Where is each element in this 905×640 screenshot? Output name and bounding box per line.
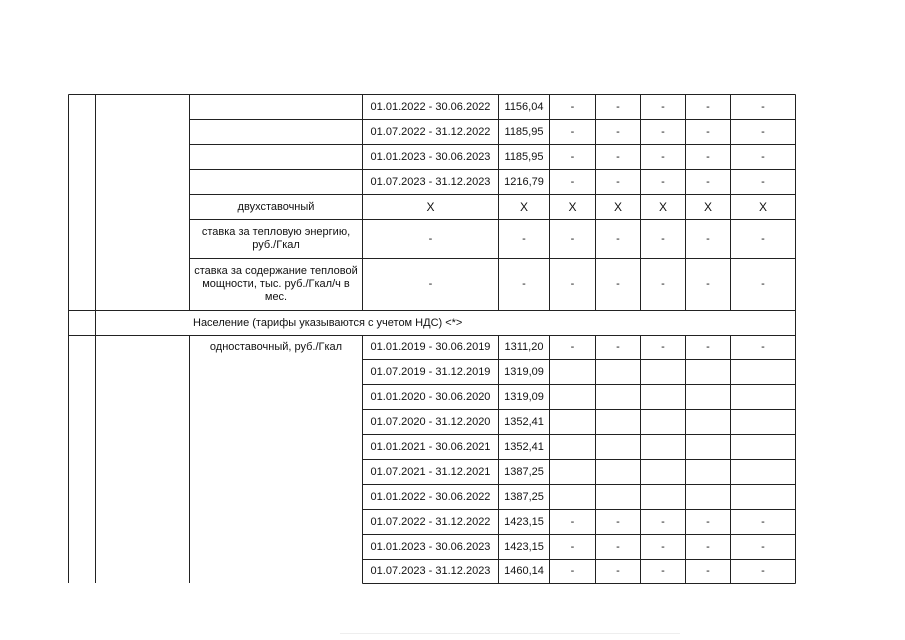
- value-cell: -: [761, 278, 765, 290]
- period-cell: 01.07.2019 - 31.12.2019: [370, 365, 491, 378]
- price-cell: 1352,41: [504, 415, 544, 428]
- one-part-label: одноставочный, руб./Гкал: [209, 341, 343, 353]
- period-cell: 01.07.2022 - 31.12.2022: [370, 515, 491, 528]
- x-mark: X: [703, 199, 712, 214]
- value-cell: -: [616, 150, 620, 163]
- value-cell: -: [661, 100, 665, 113]
- period-cell: 01.07.2023 - 31.12.2023: [370, 175, 491, 188]
- value-cell: -: [761, 125, 765, 138]
- value-cell: -: [706, 540, 710, 553]
- period-cell: 01.07.2022 - 31.12.2022: [370, 125, 491, 138]
- price-cell: 1319,09: [504, 365, 544, 378]
- value-cell: -: [661, 232, 665, 245]
- value-cell: -: [661, 278, 665, 290]
- value-cell: -: [761, 565, 765, 577]
- value-cell: -: [706, 150, 710, 163]
- row-label: ставка за тепловую энергию, руб./Гкал: [201, 226, 351, 251]
- price-cell: 1319,09: [504, 390, 544, 403]
- value-cell: -: [761, 100, 765, 113]
- value-cell: -: [570, 175, 575, 188]
- value-cell: -: [570, 341, 575, 353]
- value-cell: -: [428, 232, 433, 245]
- value-cell: -: [570, 100, 575, 113]
- value-cell: -: [661, 175, 665, 188]
- value-cell: -: [616, 540, 620, 553]
- value-cell: -: [761, 232, 765, 245]
- value-cell: -: [570, 232, 575, 245]
- value-cell: -: [661, 515, 665, 528]
- price-cell: 1156,04: [504, 100, 544, 113]
- period-cell: 01.01.2022 - 30.06.2022: [370, 490, 491, 503]
- period-cell: 01.07.2021 - 31.12.2021: [370, 465, 491, 478]
- period-cell: 01.01.2022 - 30.06.2022: [370, 100, 491, 113]
- period-cell: 01.01.2023 - 30.06.2023: [370, 150, 491, 163]
- value-cell: -: [616, 100, 620, 113]
- row-label: двухставочный: [237, 200, 315, 213]
- price-cell: 1352,41: [504, 440, 544, 453]
- period-cell: 01.01.2023 - 30.06.2023: [370, 540, 491, 553]
- period-cell: 01.07.2023 - 31.12.2023: [370, 565, 491, 577]
- value-cell: -: [616, 278, 620, 290]
- x-mark: X: [426, 199, 435, 214]
- price-cell: 1423,15: [504, 540, 544, 553]
- value-cell: -: [570, 150, 575, 163]
- x-mark: X: [658, 199, 667, 214]
- period-cell: 01.01.2021 - 30.06.2021: [370, 440, 491, 453]
- x-mark: X: [568, 199, 577, 214]
- value-cell: -: [428, 278, 433, 290]
- price-cell: 1387,25: [504, 490, 544, 503]
- value-cell: -: [706, 232, 710, 245]
- value-cell: -: [761, 515, 765, 528]
- value-cell: -: [706, 278, 710, 290]
- value-cell: -: [706, 125, 710, 138]
- value-cell: -: [761, 175, 765, 188]
- price-cell: 1460,14: [504, 565, 544, 577]
- value-cell: -: [706, 341, 710, 353]
- value-cell: -: [570, 515, 575, 528]
- price-cell: 1423,15: [504, 515, 544, 528]
- value-cell: -: [661, 150, 665, 163]
- value-cell: -: [661, 540, 665, 553]
- price-cell: 1311,20: [504, 341, 544, 353]
- value-cell: -: [761, 150, 765, 163]
- price-cell: 1185,95: [504, 150, 544, 163]
- row-label: ставка за содержание тепловой мощности, тыс. руб./Гкал/ч в мес.: [194, 265, 358, 303]
- value-cell: -: [706, 565, 710, 577]
- scan-artifact: [340, 633, 680, 634]
- value-cell: -: [616, 232, 620, 245]
- price-cell: 1387,25: [504, 465, 544, 478]
- x-mark: X: [613, 199, 622, 214]
- price-cell: 1185,95: [504, 125, 544, 138]
- population-header: Население (тарифы указываются с учетом НДС) <*>: [193, 316, 463, 329]
- value-cell: -: [706, 175, 710, 188]
- value-cell: -: [616, 565, 620, 577]
- value-cell: -: [616, 515, 620, 528]
- value-cell: -: [616, 175, 620, 188]
- period-cell: 01.01.2020 - 30.06.2020: [370, 390, 491, 403]
- value-cell: -: [661, 565, 665, 577]
- value-cell: -: [761, 540, 765, 553]
- value-cell: -: [661, 125, 665, 138]
- value-cell: -: [661, 341, 665, 353]
- price-cell: 1216,79: [504, 175, 544, 188]
- period-cell: 01.07.2020 - 31.12.2020: [370, 415, 491, 428]
- value-cell: -: [570, 565, 575, 577]
- value-cell: -: [616, 125, 620, 138]
- value-cell: -: [706, 515, 710, 528]
- period-cell: 01.01.2019 - 30.06.2019: [370, 341, 491, 353]
- value-cell: -: [522, 278, 526, 290]
- value-cell: -: [616, 341, 620, 353]
- x-mark: X: [519, 199, 528, 214]
- x-mark: X: [758, 199, 767, 214]
- value-cell: -: [570, 540, 575, 553]
- value-cell: -: [522, 232, 526, 245]
- value-cell: -: [706, 100, 710, 113]
- value-cell: -: [761, 341, 765, 353]
- value-cell: -: [570, 125, 575, 138]
- value-cell: -: [570, 278, 575, 290]
